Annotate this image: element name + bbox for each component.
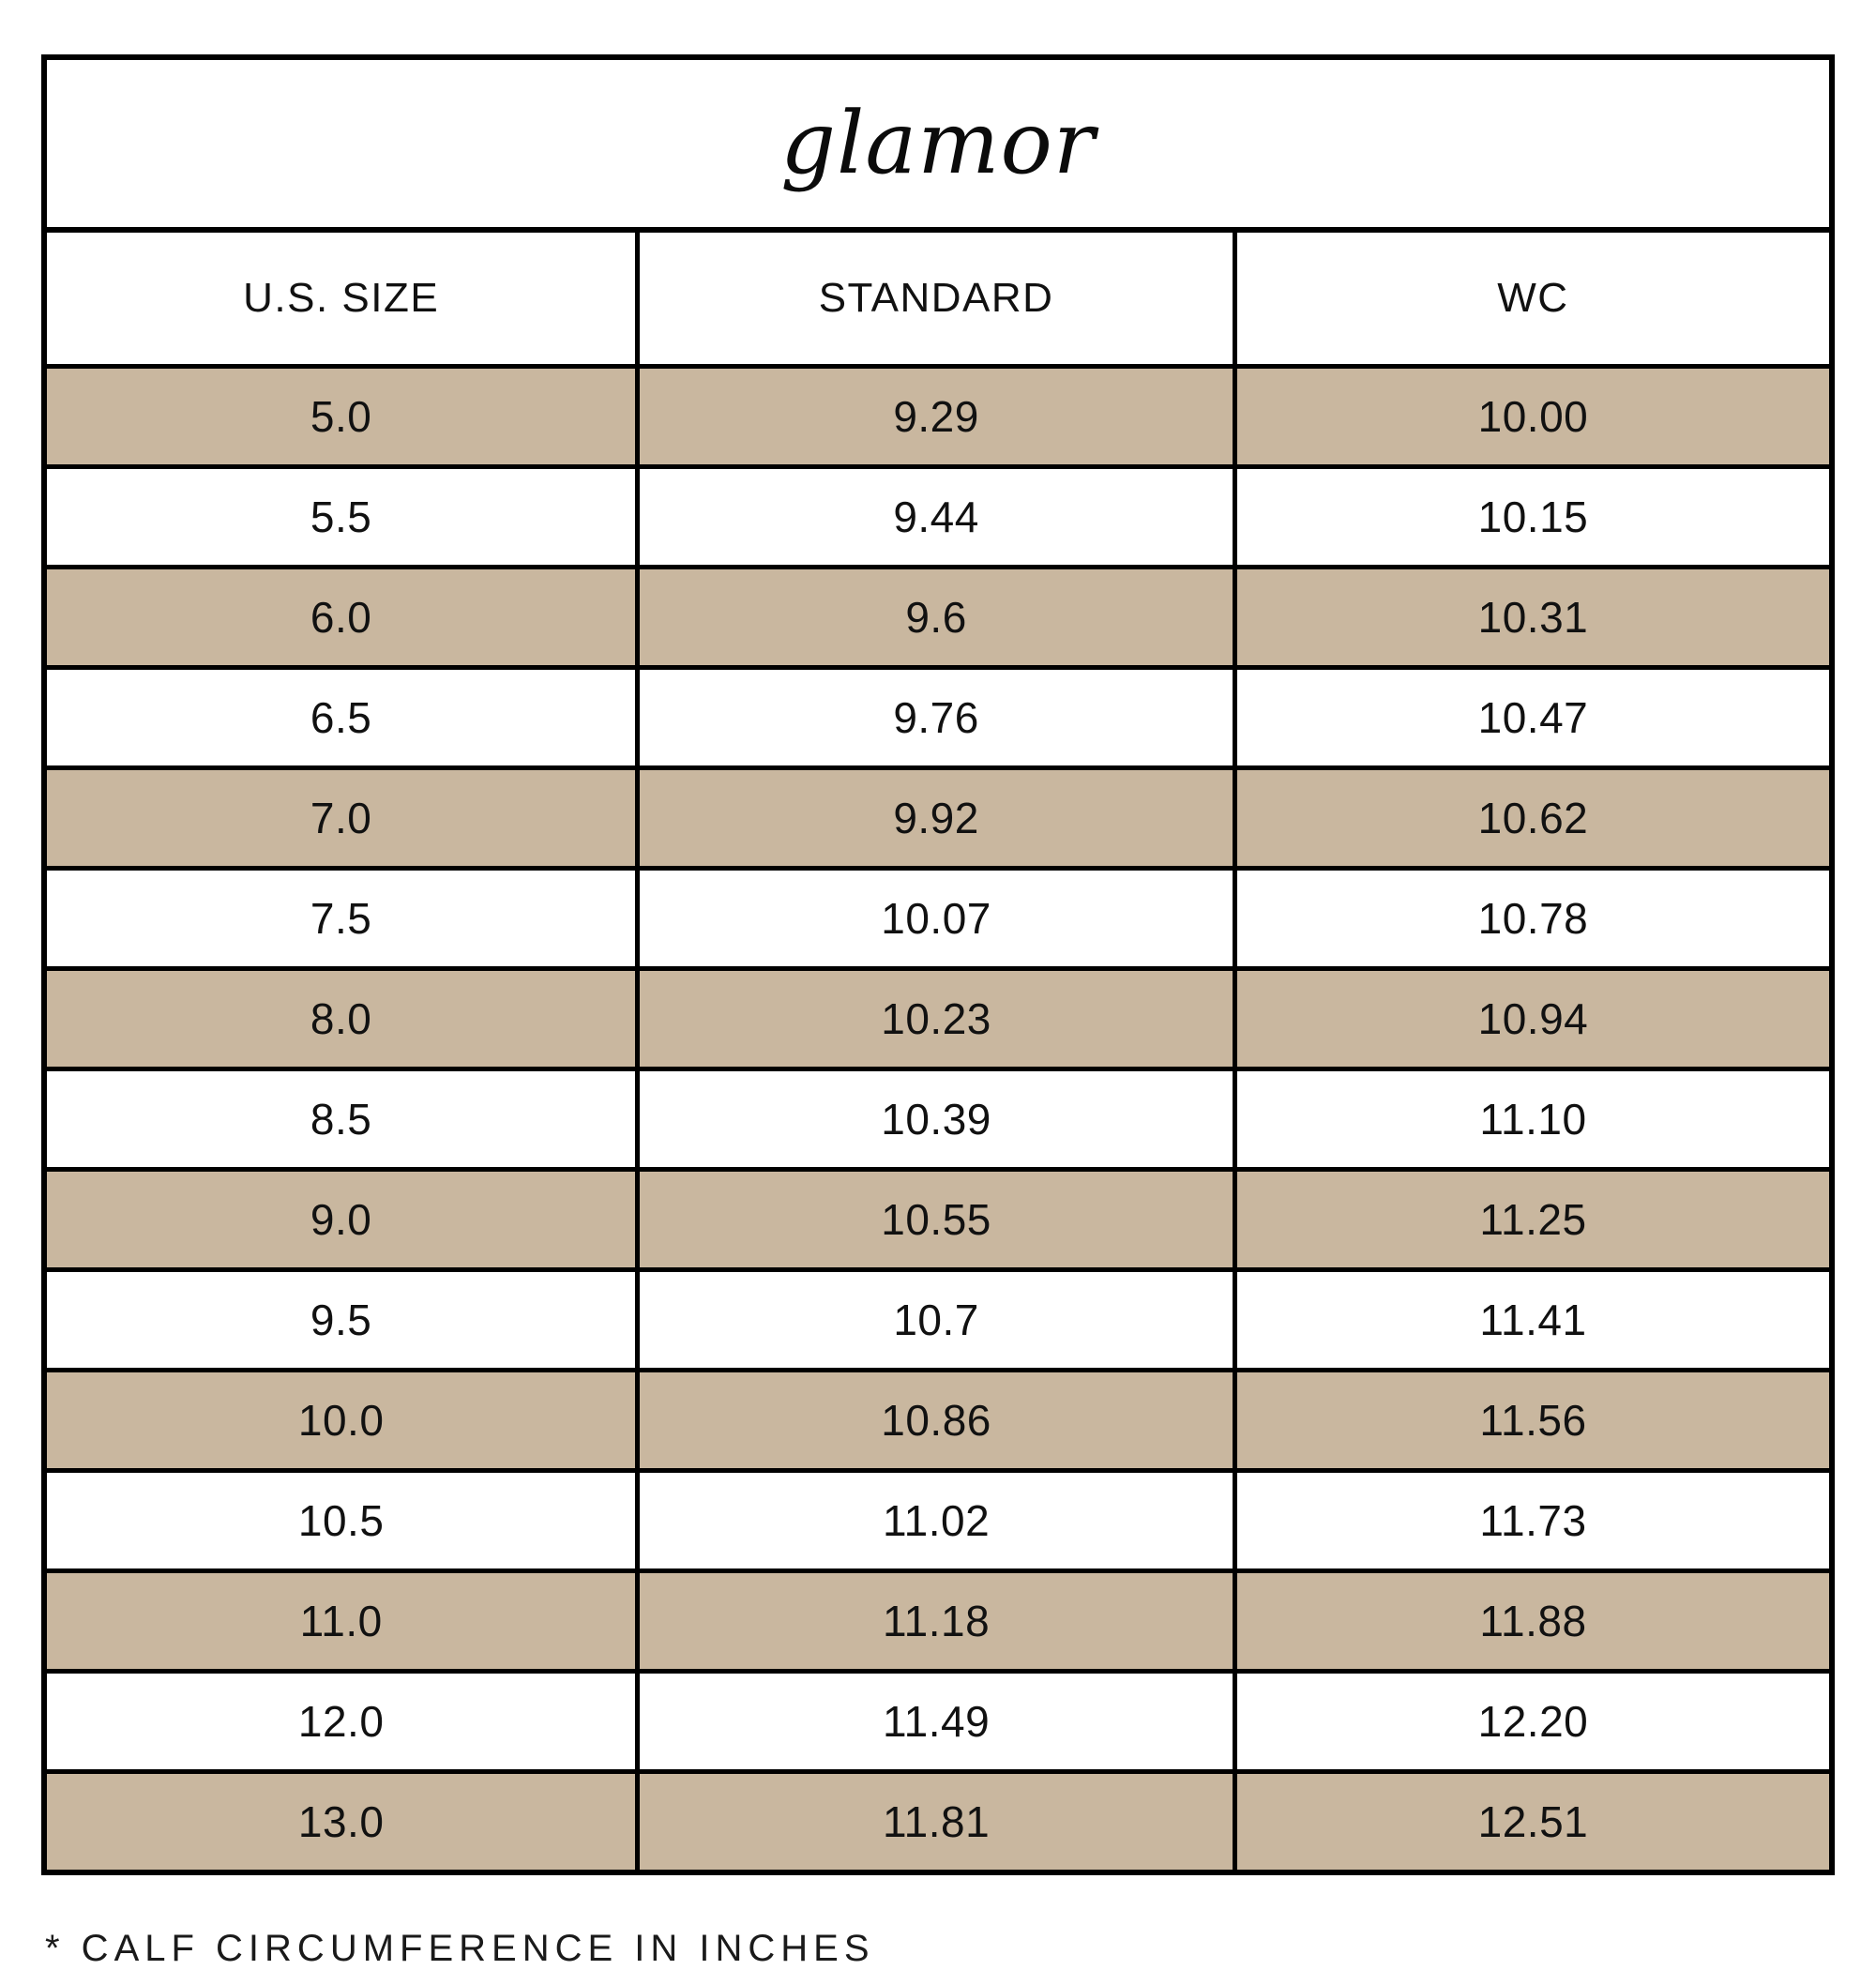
column-header-standard: STANDARD [638, 230, 1235, 367]
cell-standard: 10.39 [638, 1069, 1235, 1170]
table-row [44, 568, 1832, 668]
brand-cell [44, 57, 1832, 230]
table-row [44, 467, 1832, 568]
cell-standard: 11.81 [638, 1772, 1235, 1873]
cell-wc: 12.20 [1234, 1672, 1832, 1772]
column-header-wc: WC [1234, 230, 1832, 367]
cell-wc: 12.51 [1234, 1772, 1832, 1873]
cell-us-size: 7.5 [44, 869, 638, 969]
cell-us-size: 10.0 [44, 1371, 638, 1471]
cell-standard: 10.55 [638, 1170, 1235, 1270]
cell-wc: 10.15 [1234, 467, 1832, 568]
cell-wc: 11.25 [1234, 1170, 1832, 1270]
cell-us-size: 5.5 [44, 467, 638, 568]
cell-standard: 9.76 [638, 668, 1235, 768]
cell-wc: 10.94 [1234, 969, 1832, 1069]
cell-standard: 10.07 [638, 869, 1235, 969]
brand-logo-text: glamor [780, 93, 1096, 193]
cell-wc: 11.41 [1234, 1270, 1832, 1371]
cell-wc: 10.00 [1234, 367, 1832, 467]
size-chart-table [41, 54, 1835, 1875]
cell-us-size: 8.0 [44, 969, 638, 1069]
size-chart-body [44, 57, 1832, 1872]
cell-standard: 9.44 [638, 467, 1235, 568]
cell-us-size: 9.5 [44, 1270, 638, 1371]
cell-us-size: 11.0 [44, 1571, 638, 1672]
cell-standard: 9.6 [638, 568, 1235, 668]
cell-standard: 11.02 [638, 1471, 1235, 1571]
cell-wc: 10.47 [1234, 668, 1832, 768]
cell-wc: 11.88 [1234, 1571, 1832, 1672]
cell-us-size: 12.0 [44, 1672, 638, 1772]
table-row [44, 1371, 1832, 1471]
table-row [44, 969, 1832, 1069]
table-row [44, 1772, 1832, 1873]
brand-row [44, 57, 1832, 230]
cell-us-size: 9.0 [44, 1170, 638, 1270]
cell-us-size: 6.5 [44, 668, 638, 768]
table-row [44, 869, 1832, 969]
cell-standard: 10.23 [638, 969, 1235, 1069]
cell-wc: 11.10 [1234, 1069, 1832, 1170]
table-header-row [44, 230, 1832, 367]
table-row [44, 1471, 1832, 1571]
cell-wc: 10.31 [1234, 568, 1832, 668]
table-row [44, 367, 1832, 467]
cell-us-size: 10.5 [44, 1471, 638, 1571]
table-row [44, 1571, 1832, 1672]
cell-us-size: 8.5 [44, 1069, 638, 1170]
cell-standard: 11.18 [638, 1571, 1235, 1672]
cell-us-size: 5.0 [44, 367, 638, 467]
cell-standard: 9.29 [638, 367, 1235, 467]
table-row [44, 768, 1832, 869]
cell-standard: 10.7 [638, 1270, 1235, 1371]
table-row [44, 1170, 1832, 1270]
column-header-us-size: U.S. SIZE [44, 230, 638, 367]
table-row [44, 1672, 1832, 1772]
cell-standard: 11.49 [638, 1672, 1235, 1772]
footnote: * CALF CIRCUMFERENCE IN INCHES [45, 1928, 875, 1969]
cell-us-size: 6.0 [44, 568, 638, 668]
cell-wc: 10.78 [1234, 869, 1832, 969]
cell-us-size: 13.0 [44, 1772, 638, 1873]
cell-standard: 9.92 [638, 768, 1235, 869]
cell-wc: 11.73 [1234, 1471, 1832, 1571]
cell-us-size: 7.0 [44, 768, 638, 869]
cell-wc: 11.56 [1234, 1371, 1832, 1471]
table-row [44, 668, 1832, 768]
cell-wc: 10.62 [1234, 768, 1832, 869]
cell-standard: 10.86 [638, 1371, 1235, 1471]
table-row [44, 1069, 1832, 1170]
table-row [44, 1270, 1832, 1371]
